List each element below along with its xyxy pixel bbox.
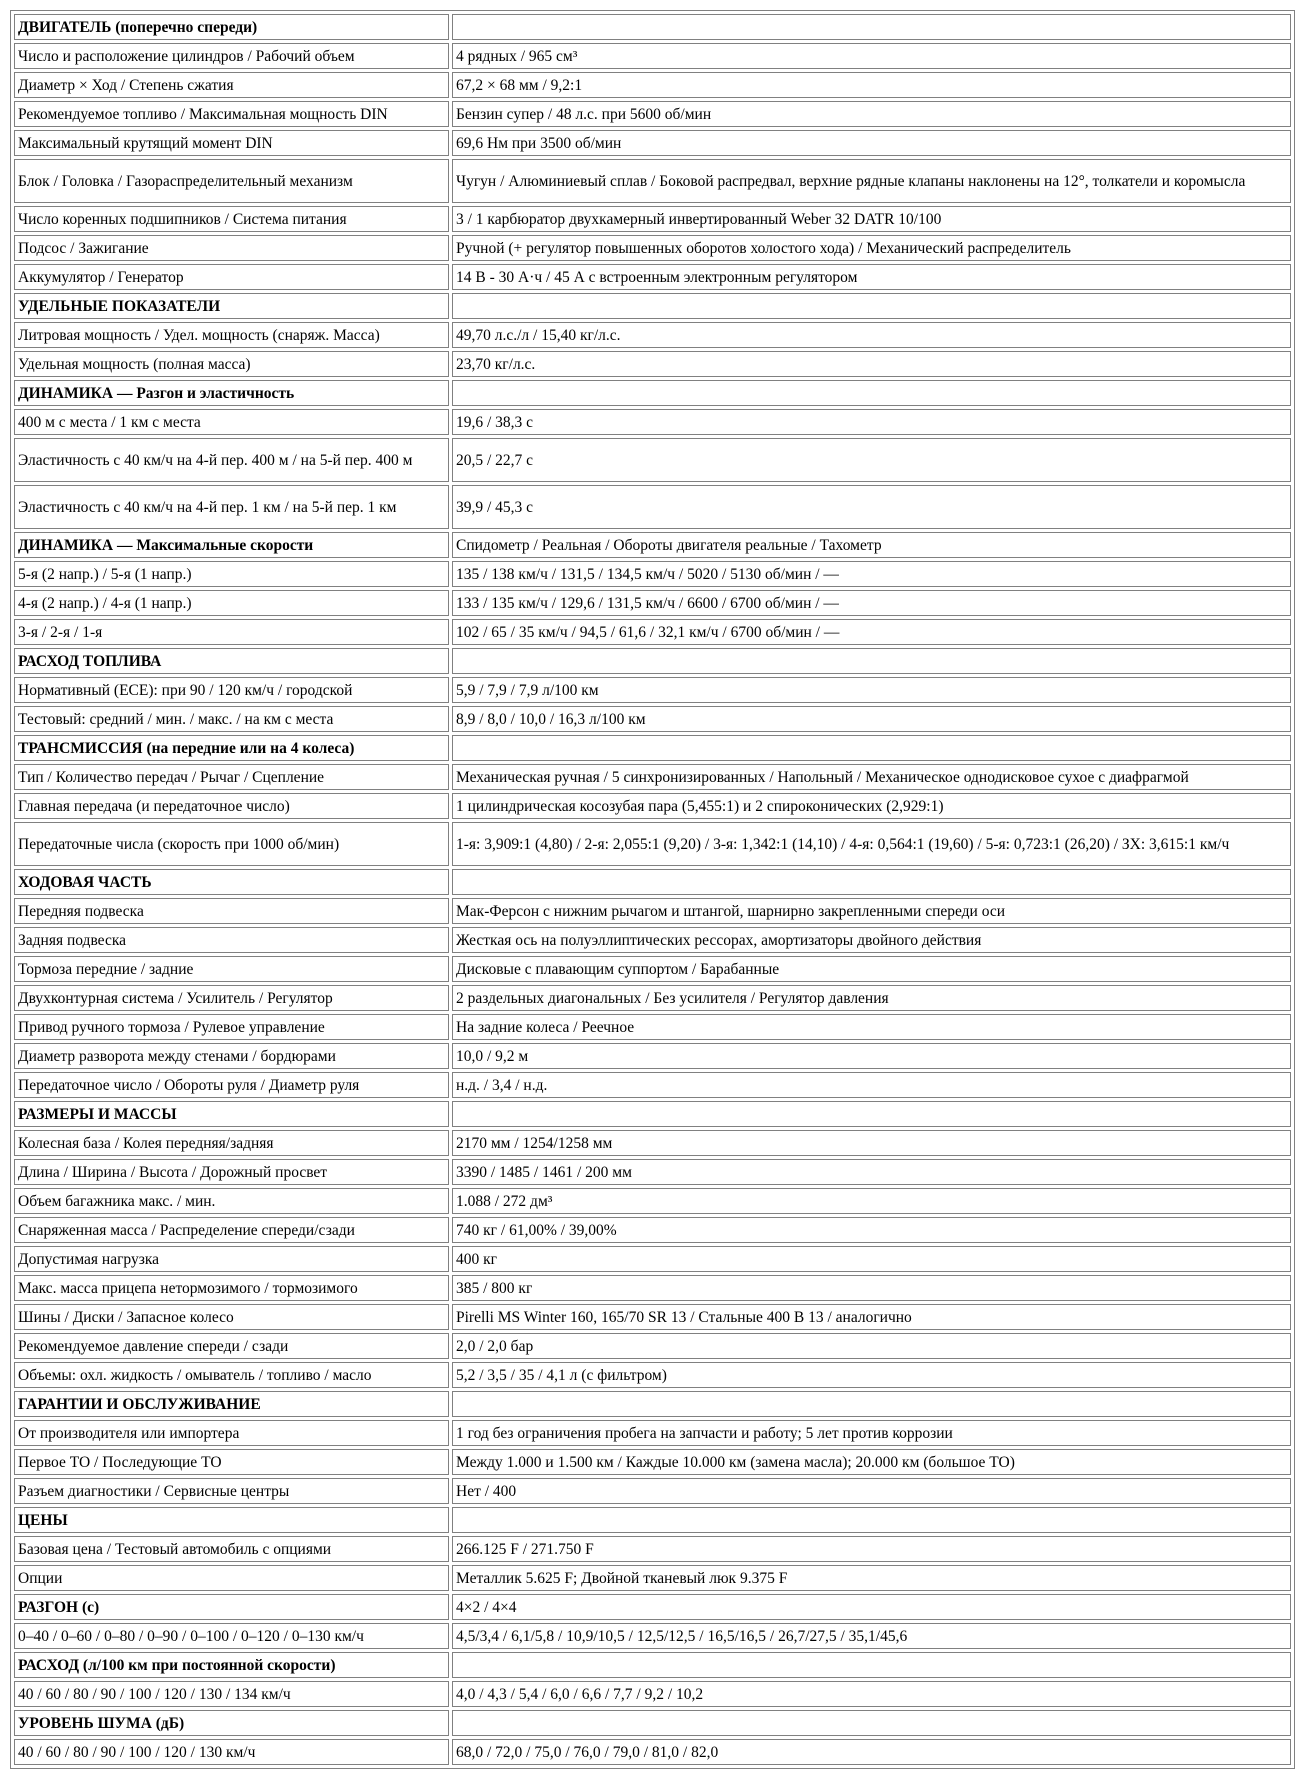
- parameter-value: 133 / 135 км/ч / 129,6 / 131,5 км/ч / 6600 / 6700 об/мин / —: [452, 590, 1291, 616]
- parameter-label: Первое ТО / Последующие ТО: [14, 1449, 449, 1475]
- parameter-label: Объем багажника макс. / мин.: [14, 1188, 449, 1214]
- table-row: [14, 1072, 1291, 1098]
- parameter-value: 2170 мм / 1254/1258 мм: [452, 1130, 1291, 1156]
- table-row: [14, 409, 1291, 435]
- section-header-row: [14, 869, 1291, 895]
- table-row: [14, 130, 1291, 156]
- section-value: [452, 1101, 1291, 1127]
- section-header-row: [14, 293, 1291, 319]
- parameter-label: Максимальный крутящий момент DIN: [14, 130, 449, 156]
- parameter-label: Число и расположение цилиндров / Рабочий объем: [14, 43, 449, 69]
- section-title: ТРАНСМИССИЯ (на передние или на 4 колеса): [14, 735, 449, 761]
- parameter-value: 3 / 1 карбюратор двухкамерный инвертированный Weber 32 DATR 10/100: [452, 206, 1291, 232]
- table-row: [14, 206, 1291, 232]
- section-title: УРОВЕНЬ ШУМА (дБ): [14, 1710, 449, 1736]
- parameter-label: Снаряженная масса / Распределение спереди/сзади: [14, 1217, 449, 1243]
- spec-table-body: [14, 14, 1291, 1765]
- table-row: [14, 72, 1291, 98]
- parameter-value: 3390 / 1485 / 1461 / 200 мм: [452, 1159, 1291, 1185]
- section-value: [452, 869, 1291, 895]
- parameter-value: 23,70 кг/л.с.: [452, 351, 1291, 377]
- table-row: [14, 956, 1291, 982]
- parameter-value: 1 цилиндрическая косозубая пара (5,455:1) и 2 спироконических (2,929:1): [452, 793, 1291, 819]
- section-header-row: [14, 1101, 1291, 1127]
- parameter-value: 68,0 / 72,0 / 75,0 / 76,0 / 79,0 / 81,0 / 82,0: [452, 1739, 1291, 1765]
- parameter-label: Базовая цена / Тестовый автомобиль с опциями: [14, 1536, 449, 1562]
- parameter-label: 40 / 60 / 80 / 90 / 100 / 120 / 130 / 134 км/ч: [14, 1681, 449, 1707]
- section-header-row: [14, 380, 1291, 406]
- table-row: [14, 1217, 1291, 1243]
- parameter-value: 20,5 / 22,7 с: [452, 438, 1291, 482]
- parameter-label: 5-я (2 напр.) / 5-я (1 напр.): [14, 561, 449, 587]
- section-value: [452, 1507, 1291, 1533]
- table-row: [14, 677, 1291, 703]
- section-title: ХОДОВАЯ ЧАСТЬ: [14, 869, 449, 895]
- parameter-value: Мак-Ферсон с нижним рычагом и штангой, шарнирно закрепленными спереди оси: [452, 898, 1291, 924]
- section-title: ДИНАМИКА — Разгон и эластичность: [14, 380, 449, 406]
- section-header-row: [14, 532, 1291, 558]
- section-header-row: [14, 1652, 1291, 1678]
- parameter-label: Передаточное число / Обороты руля / Диаметр руля: [14, 1072, 449, 1098]
- parameter-value: 5,2 / 3,5 / 35 / 4,1 л (с фильтром): [452, 1362, 1291, 1388]
- table-row: [14, 706, 1291, 732]
- parameter-label: Аккумулятор / Генератор: [14, 264, 449, 290]
- section-title: РАСХОД ТОПЛИВА: [14, 648, 449, 674]
- section-value: Спидометр / Реальная / Обороты двигателя реальные / Тахометр: [452, 532, 1291, 558]
- table-row: [14, 793, 1291, 819]
- parameter-value: 5,9 / 7,9 / 7,9 л/100 км: [452, 677, 1291, 703]
- table-row: [14, 438, 1291, 482]
- parameter-label: Тормоза передние / задние: [14, 956, 449, 982]
- parameter-label: Удельная мощность (полная масса): [14, 351, 449, 377]
- parameter-value: 2 раздельных диагональных / Без усилителя / Регулятор давления: [452, 985, 1291, 1011]
- table-row: [14, 159, 1291, 203]
- section-value: [452, 14, 1291, 40]
- section-header-row: [14, 1507, 1291, 1533]
- table-row: [14, 264, 1291, 290]
- parameter-label: Диаметр разворота между стенами / бордюрами: [14, 1043, 449, 1069]
- parameter-label: Тестовый: средний / мин. / макс. / на км с места: [14, 706, 449, 732]
- table-row: [14, 1159, 1291, 1185]
- parameter-value: 14 В - 30 А·ч / 45 А с встроенным электронным регулятором: [452, 264, 1291, 290]
- section-header-row: [14, 1594, 1291, 1620]
- parameter-value: Жесткая ось на полуэллиптических рессорах, амортизаторы двойного действия: [452, 927, 1291, 953]
- table-row: [14, 1246, 1291, 1272]
- parameter-value: 10,0 / 9,2 м: [452, 1043, 1291, 1069]
- section-title: УДЕЛЬНЫЕ ПОКАЗАТЕЛИ: [14, 293, 449, 319]
- parameter-label: Главная передача (и передаточное число): [14, 793, 449, 819]
- parameter-value: 2,0 / 2,0 бар: [452, 1333, 1291, 1359]
- parameter-value: 102 / 65 / 35 км/ч / 94,5 / 61,6 / 32,1 км/ч / 6700 об/мин / —: [452, 619, 1291, 645]
- table-row: [14, 322, 1291, 348]
- section-title: ЦЕНЫ: [14, 1507, 449, 1533]
- table-row: [14, 1188, 1291, 1214]
- parameter-value: 8,9 / 8,0 / 10,0 / 16,3 л/100 км: [452, 706, 1291, 732]
- parameter-label: Макс. масса прицепа нетормозимого / тормозимого: [14, 1275, 449, 1301]
- table-row: [14, 822, 1291, 866]
- section-value: [452, 648, 1291, 674]
- parameter-value: 400 кг: [452, 1246, 1291, 1272]
- parameter-label: Рекомендуемое топливо / Максимальная мощность DIN: [14, 101, 449, 127]
- parameter-label: От производителя или импортера: [14, 1420, 449, 1446]
- parameter-label: Блок / Головка / Газораспределительный механизм: [14, 159, 449, 203]
- table-row: [14, 1362, 1291, 1388]
- section-value: [452, 1391, 1291, 1417]
- parameter-value: 266.125 F / 271.750 F: [452, 1536, 1291, 1562]
- parameter-label: Двухконтурная система / Усилитель / Регулятор: [14, 985, 449, 1011]
- parameter-label: Передняя подвеска: [14, 898, 449, 924]
- table-row: [14, 590, 1291, 616]
- table-row: [14, 1043, 1291, 1069]
- parameter-label: Рекомендуемое давление спереди / сзади: [14, 1333, 449, 1359]
- parameter-value: Нет / 400: [452, 1478, 1291, 1504]
- parameter-label: Передаточные числа (скорость при 1000 об/мин): [14, 822, 449, 866]
- table-row: [14, 1014, 1291, 1040]
- table-row: [14, 1420, 1291, 1446]
- table-row: [14, 351, 1291, 377]
- section-value: [452, 735, 1291, 761]
- section-value: [452, 1652, 1291, 1678]
- parameter-value: Между 1.000 и 1.500 км / Каждые 10.000 км (замена масла); 20.000 км (большое ТО): [452, 1449, 1291, 1475]
- parameter-label: Допустимая нагрузка: [14, 1246, 449, 1272]
- table-row: [14, 1275, 1291, 1301]
- section-header-row: [14, 1710, 1291, 1736]
- parameter-label: Длина / Ширина / Высота / Дорожный просвет: [14, 1159, 449, 1185]
- section-header-row: [14, 648, 1291, 674]
- table-row: [14, 1536, 1291, 1562]
- table-row: [14, 1739, 1291, 1765]
- section-value: [452, 1710, 1291, 1736]
- parameter-label: Подсос / Зажигание: [14, 235, 449, 261]
- table-row: [14, 485, 1291, 529]
- parameter-label: 40 / 60 / 80 / 90 / 100 / 120 / 130 км/ч: [14, 1739, 449, 1765]
- parameter-value: 19,6 / 38,3 с: [452, 409, 1291, 435]
- table-row: [14, 1623, 1291, 1649]
- parameter-value: 4 рядных / 965 см³: [452, 43, 1291, 69]
- parameter-value: Чугун / Алюминиевый сплав / Боковой распредвал, верхние рядные клапаны наклонены на 12°, толкатели и коромысла: [452, 159, 1291, 203]
- section-header-row: [14, 735, 1291, 761]
- parameter-label: Эластичность с 40 км/ч на 4-й пер. 400 м / на 5-й пер. 400 м: [14, 438, 449, 482]
- section-value: [452, 293, 1291, 319]
- parameter-value: Металлик 5.625 F; Двойной тканевый люк 9.375 F: [452, 1565, 1291, 1591]
- parameter-label: Шины / Диски / Запасное колесо: [14, 1304, 449, 1330]
- parameter-value: 1.088 / 272 дм³: [452, 1188, 1291, 1214]
- parameter-label: Тип / Количество передач / Рычаг / Сцепление: [14, 764, 449, 790]
- parameter-label: Объемы: охл. жидкость / омыватель / топливо / масло: [14, 1362, 449, 1388]
- parameter-value: 4,0 / 4,3 / 5,4 / 6,0 / 6,6 / 7,7 / 9,2 / 10,2: [452, 1681, 1291, 1707]
- section-title: ГАРАНТИИ И ОБСЛУЖИВАНИЕ: [14, 1391, 449, 1417]
- parameter-value: 39,9 / 45,3 с: [452, 485, 1291, 529]
- parameter-value: н.д. / 3,4 / н.д.: [452, 1072, 1291, 1098]
- parameter-value: 135 / 138 км/ч / 131,5 / 134,5 км/ч / 5020 / 5130 об/мин / —: [452, 561, 1291, 587]
- parameter-value: 49,70 л.с./л / 15,40 кг/л.с.: [452, 322, 1291, 348]
- parameter-value: 69,6 Нм при 3500 об/мин: [452, 130, 1291, 156]
- parameter-value: На задние колеса / Реечное: [452, 1014, 1291, 1040]
- parameter-value: Pirelli MS Winter 160, 165/70 SR 13 / Стальные 400 B 13 / аналогично: [452, 1304, 1291, 1330]
- table-row: [14, 101, 1291, 127]
- parameter-value: 67,2 × 68 мм / 9,2:1: [452, 72, 1291, 98]
- table-row: [14, 927, 1291, 953]
- parameter-value: 740 кг / 61,00% / 39,00%: [452, 1217, 1291, 1243]
- section-title: ДВИГАТЕЛЬ (поперечно спереди): [14, 14, 449, 40]
- parameter-value: 4,5/3,4 / 6,1/5,8 / 10,9/10,5 / 12,5/12,5 / 16,5/16,5 / 26,7/27,5 / 35,1/45,6: [452, 1623, 1291, 1649]
- parameter-label: Колесная база / Колея передняя/задняя: [14, 1130, 449, 1156]
- parameter-label: Опции: [14, 1565, 449, 1591]
- section-title: РАЗГОН (с): [14, 1594, 449, 1620]
- spec-table: [10, 10, 1295, 1769]
- parameter-label: Литровая мощность / Удел. мощность (снаряж. Масса): [14, 322, 449, 348]
- parameter-label: Нормативный (ECE): при 90 / 120 км/ч / городской: [14, 677, 449, 703]
- table-row: [14, 764, 1291, 790]
- table-row: [14, 619, 1291, 645]
- parameter-label: Диаметр × Ход / Степень сжатия: [14, 72, 449, 98]
- parameter-label: 400 м с места / 1 км с места: [14, 409, 449, 435]
- parameter-value: 385 / 800 кг: [452, 1275, 1291, 1301]
- table-row: [14, 1130, 1291, 1156]
- parameter-value: Бензин супер / 48 л.с. при 5600 об/мин: [452, 101, 1291, 127]
- parameter-label: Эластичность с 40 км/ч на 4-й пер. 1 км / на 5-й пер. 1 км: [14, 485, 449, 529]
- section-header-row: [14, 1391, 1291, 1417]
- table-row: [14, 985, 1291, 1011]
- section-title: РАЗМЕРЫ И МАССЫ: [14, 1101, 449, 1127]
- section-value: 4×2 / 4×4: [452, 1594, 1291, 1620]
- table-row: [14, 898, 1291, 924]
- table-row: [14, 1449, 1291, 1475]
- section-header-row: [14, 14, 1291, 40]
- parameter-label: 0–40 / 0–60 / 0–80 / 0–90 / 0–100 / 0–120 / 0–130 км/ч: [14, 1623, 449, 1649]
- parameter-value: 1-я: 3,909:1 (4,80) / 2-я: 2,055:1 (9,20) / 3-я: 1,342:1 (14,10) / 4-я: 0,564:1 (19,60) / 5-я: 0,723:1 (26,20) / ЗХ: 3,615:1 км/ч: [452, 822, 1291, 866]
- section-value: [452, 380, 1291, 406]
- table-row: [14, 1304, 1291, 1330]
- table-row: [14, 235, 1291, 261]
- table-row: [14, 1681, 1291, 1707]
- parameter-label: Разъем диагностики / Сервисные центры: [14, 1478, 449, 1504]
- parameter-label: 4-я (2 напр.) / 4-я (1 напр.): [14, 590, 449, 616]
- section-title: ДИНАМИКА — Максимальные скорости: [14, 532, 449, 558]
- table-row: [14, 1333, 1291, 1359]
- parameter-label: 3-я / 2-я / 1-я: [14, 619, 449, 645]
- parameter-label: Задняя подвеска: [14, 927, 449, 953]
- table-row: [14, 1478, 1291, 1504]
- table-row: [14, 1565, 1291, 1591]
- parameter-value: Ручной (+ регулятор повышенных оборотов холостого хода) / Механический распределитель: [452, 235, 1291, 261]
- parameter-value: Механическая ручная / 5 синхронизированных / Напольный / Механическое однодисковое сухое с диафрагмой: [452, 764, 1291, 790]
- parameter-value: Дисковые с плавающим суппортом / Барабанные: [452, 956, 1291, 982]
- parameter-label: Привод ручного тормоза / Рулевое управление: [14, 1014, 449, 1040]
- table-row: [14, 561, 1291, 587]
- section-title: РАСХОД (л/100 км при постоянной скорости): [14, 1652, 449, 1678]
- parameter-label: Число коренных подшипников / Система питания: [14, 206, 449, 232]
- table-row: [14, 43, 1291, 69]
- parameter-value: 1 год без ограничения пробега на запчасти и работу; 5 лет против коррозии: [452, 1420, 1291, 1446]
